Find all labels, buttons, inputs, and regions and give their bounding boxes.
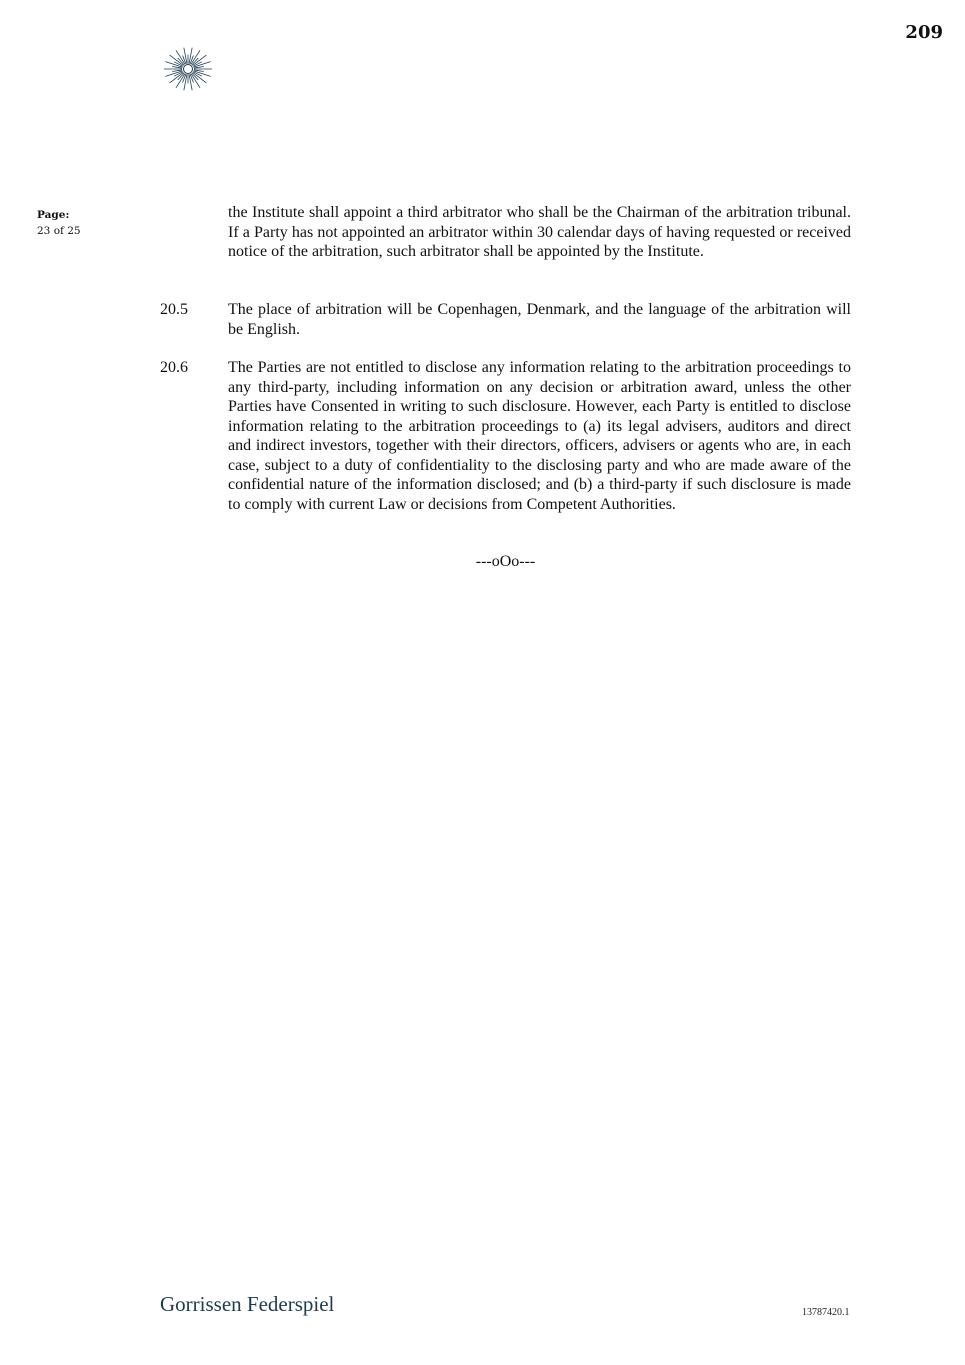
page-label: Page: (37, 209, 70, 221)
end-of-text-mark: ---oOo--- (475, 553, 536, 570)
page-count: 23 of 25 (37, 225, 81, 237)
clause-number: 20.5 (160, 301, 188, 318)
page-indicator (37, 207, 81, 239)
clause-text: The Parties are not entitled to disclose any information relating to the arbitration proceedings to any third-party, including information on any decision or arbitration award, unless the other Parties have Consented in writing to such disclosure. However, each Party is entitled to disclose information relating to the arbitration proceedings to (a) its legal advisers, auditors and direct and indirect investors, together with their directors, officers, advisers or agents who are, in each case, subject to a duty of confidentiality to the disclosing party and who are made aware of the confidential nature of the information disclosed; and (b) a third-party if such disclosure is made to comply with current Law or decisions from Competent Authorities. (228, 359, 851, 513)
starburst-logo-icon (158, 44, 218, 94)
continuation-paragraph: the Institute shall appoint a third arbitrator who shall be the Chairman of the arbitration tribunal. If a Party has not appointed an arbitrator within 30 calendar days of having requested or received notice of the arbitration, such arbitrator shall be appointed by the Institute. (228, 204, 851, 260)
page-number: 209 (905, 22, 943, 43)
brand-name: Gorrissen Federspiel (160, 1292, 335, 1316)
clause-text: The place of arbitration will be Copenhagen, Denmark, and the language of the arbitration will be English. (228, 301, 851, 338)
clause-number: 20.6 (160, 359, 188, 376)
document-id: 13787420.1 (802, 1307, 850, 1318)
